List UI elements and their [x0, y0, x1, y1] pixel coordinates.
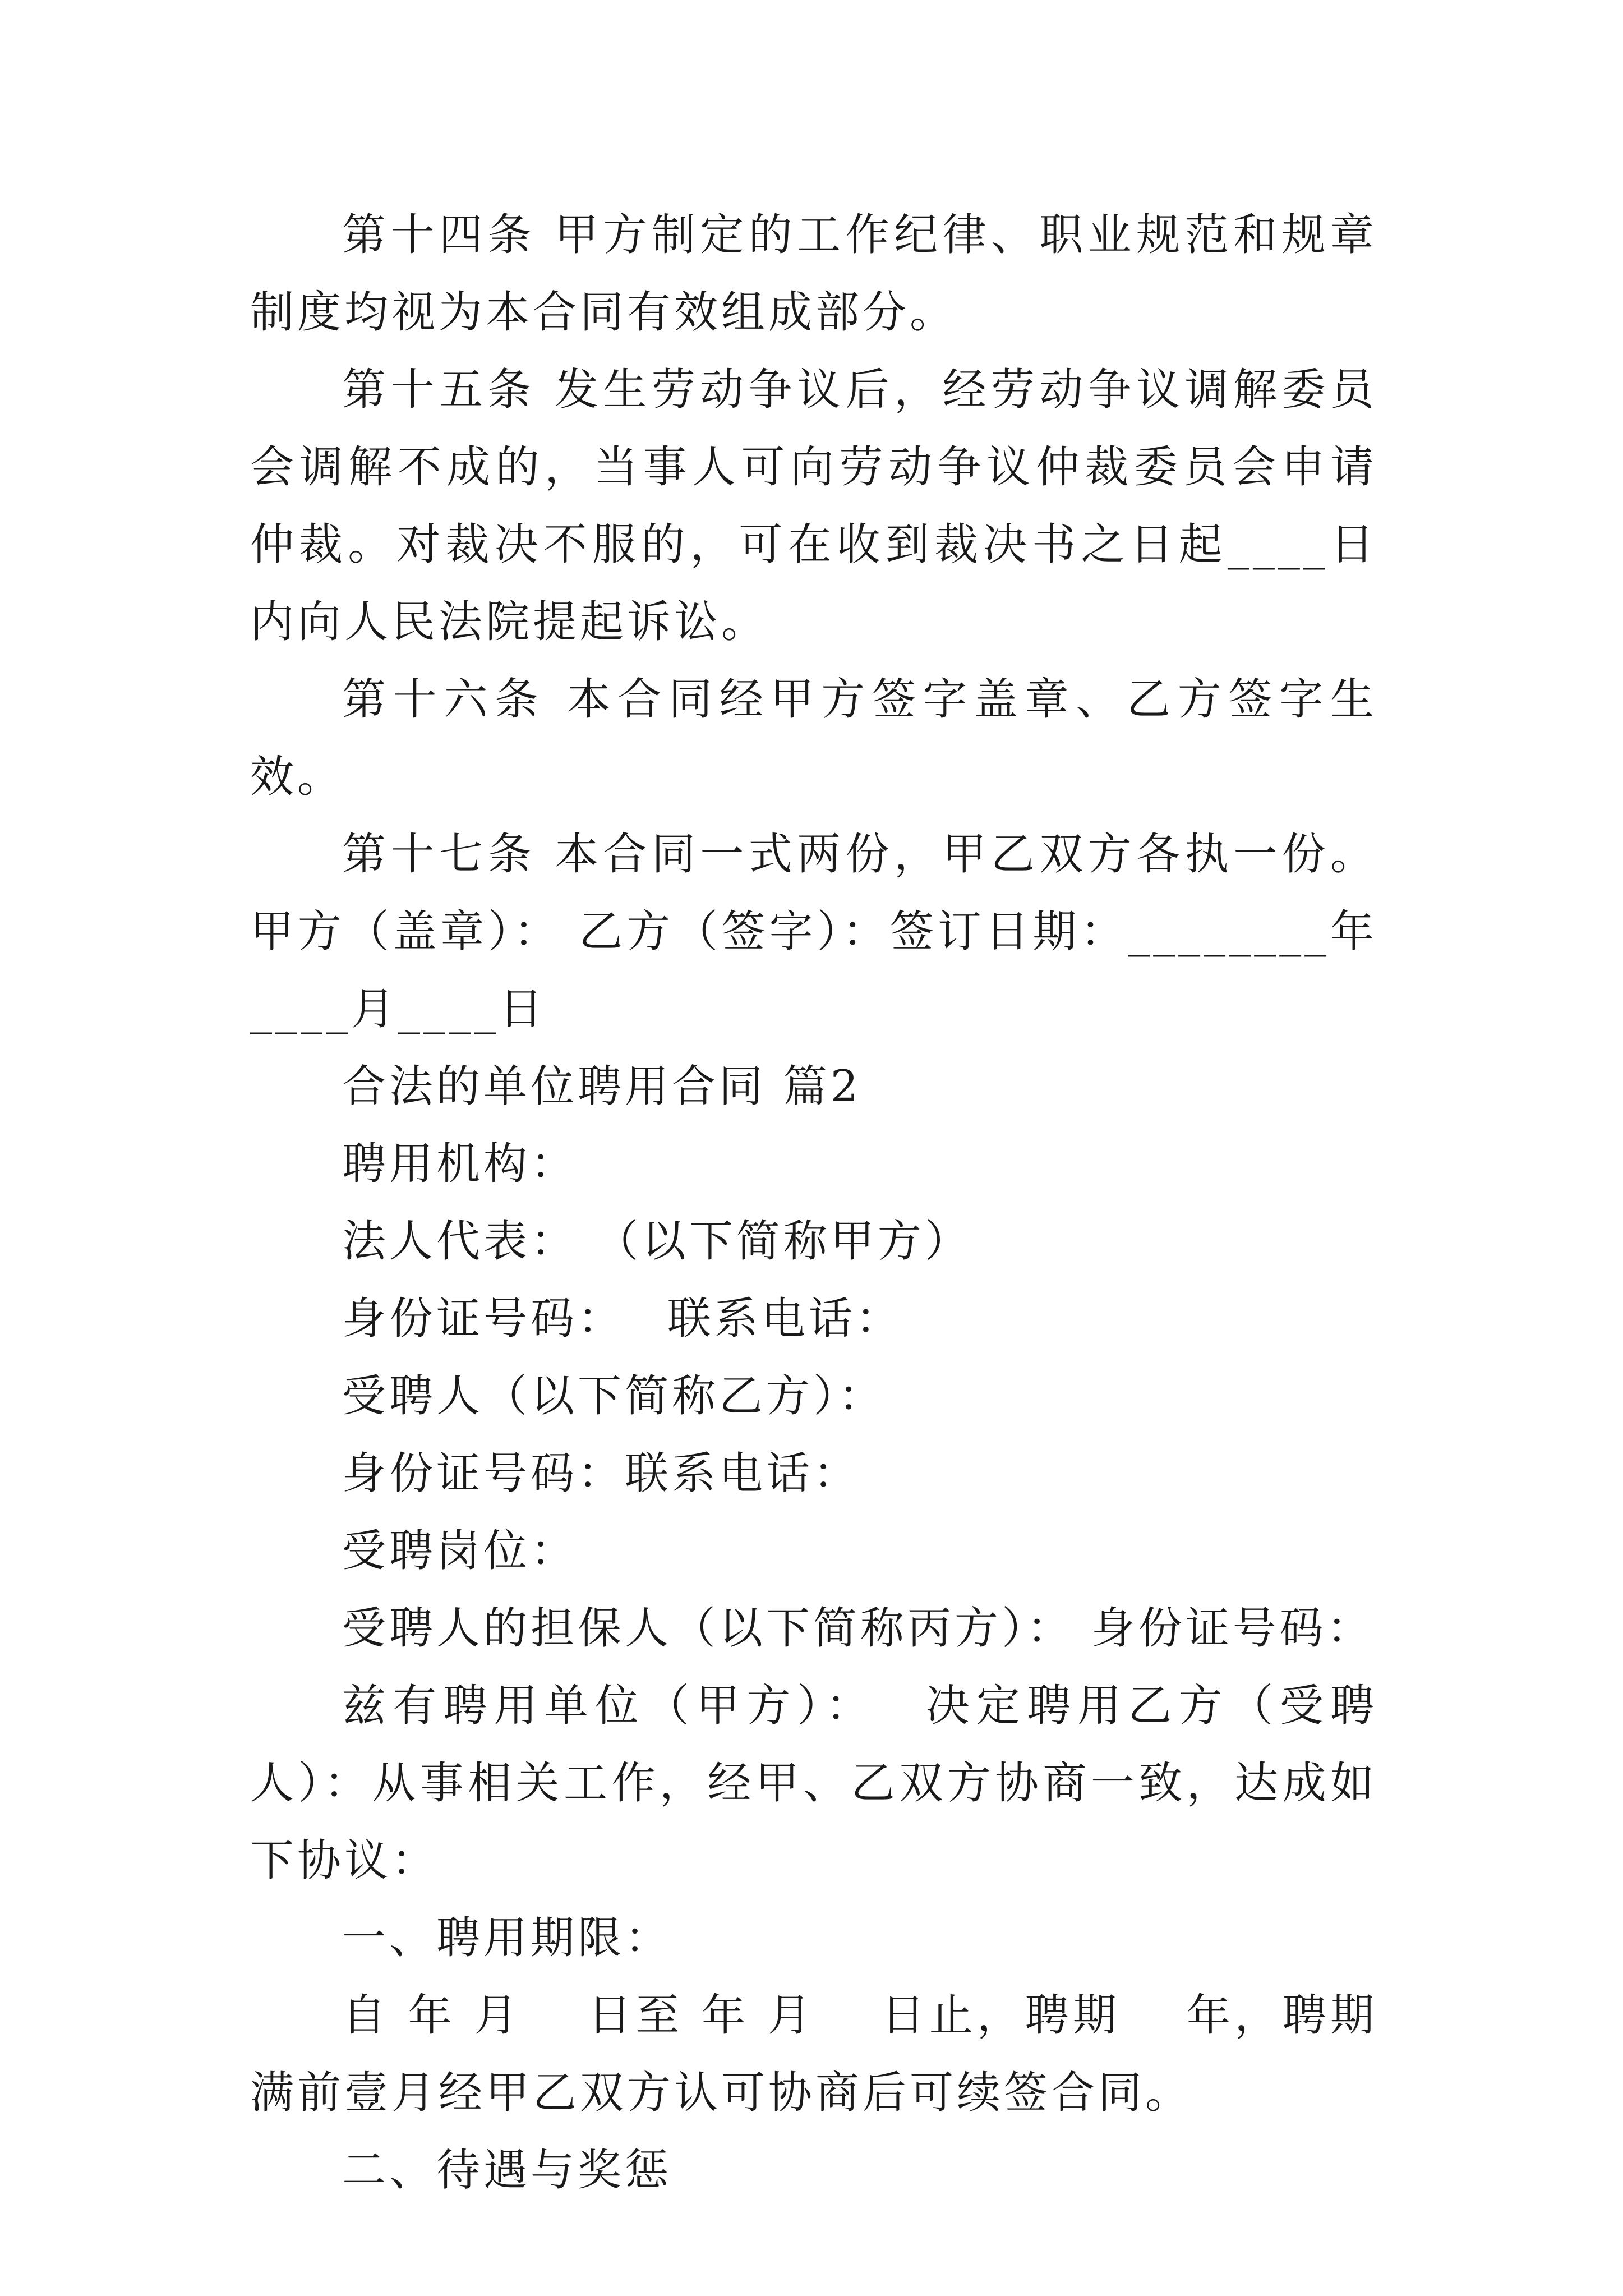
legal-representative-field: 法人代表： （以下简称甲方）: [342, 1216, 972, 1267]
agreement-preamble: 兹有聘用单位（甲方）： 决定聘用乙方（受聘人）：从事相关工作，经甲、乙双方协商一致，达成如下协议：: [250, 1681, 1377, 1886]
employer-field: 聘用机构：: [342, 1139, 578, 1189]
employee-id-phone-field: 身份证号码：联系电话：: [342, 1448, 861, 1499]
guarantor-field: 受聘人的担保人（以下简称丙方）： 身份证号码：: [342, 1603, 1374, 1654]
term-paragraph: 自 年 月 日至 年 月 日止，聘期 年，聘期满前壹月经甲乙双方认可协商后可续签合同。: [250, 1990, 1377, 2118]
article-17-paragraph: 第十七条 本合同一式两份，甲乙双方各执一份。甲方（盖章）： 乙方（签字）：签订日期：________年____月____日: [250, 829, 1377, 1034]
article-15-paragraph: 第十五条 发生劳动争议后，经劳动争议调解委员会调解不成的，当事人可向劳动争议仲裁委员会申请仲裁。对裁决不服的，可在收到裁决书之日起____日内向人民法院提起诉讼。: [250, 365, 1377, 647]
article-14-paragraph: 第十四条 甲方制定的工作纪律、职业规范和规章制度均视为本合同有效组成部分。: [250, 210, 1377, 338]
term-heading: 一、聘用期限：: [342, 1913, 672, 1963]
compensation-heading: 二、待遇与奖惩: [342, 2145, 672, 2196]
id-phone-field: 身份证号码： 联系电话：: [342, 1294, 903, 1344]
position-field: 受聘岗位：: [342, 1526, 578, 1576]
section-heading: 合法的单位聘用合同 篇2: [342, 1061, 862, 1112]
employee-field: 受聘人（以下简称乙方）：: [342, 1371, 886, 1421]
article-16-paragraph: 第十六条 本合同经甲方签字盖章、乙方签字生效。: [250, 674, 1377, 802]
contract-body: [250, 196, 1377, 2209]
